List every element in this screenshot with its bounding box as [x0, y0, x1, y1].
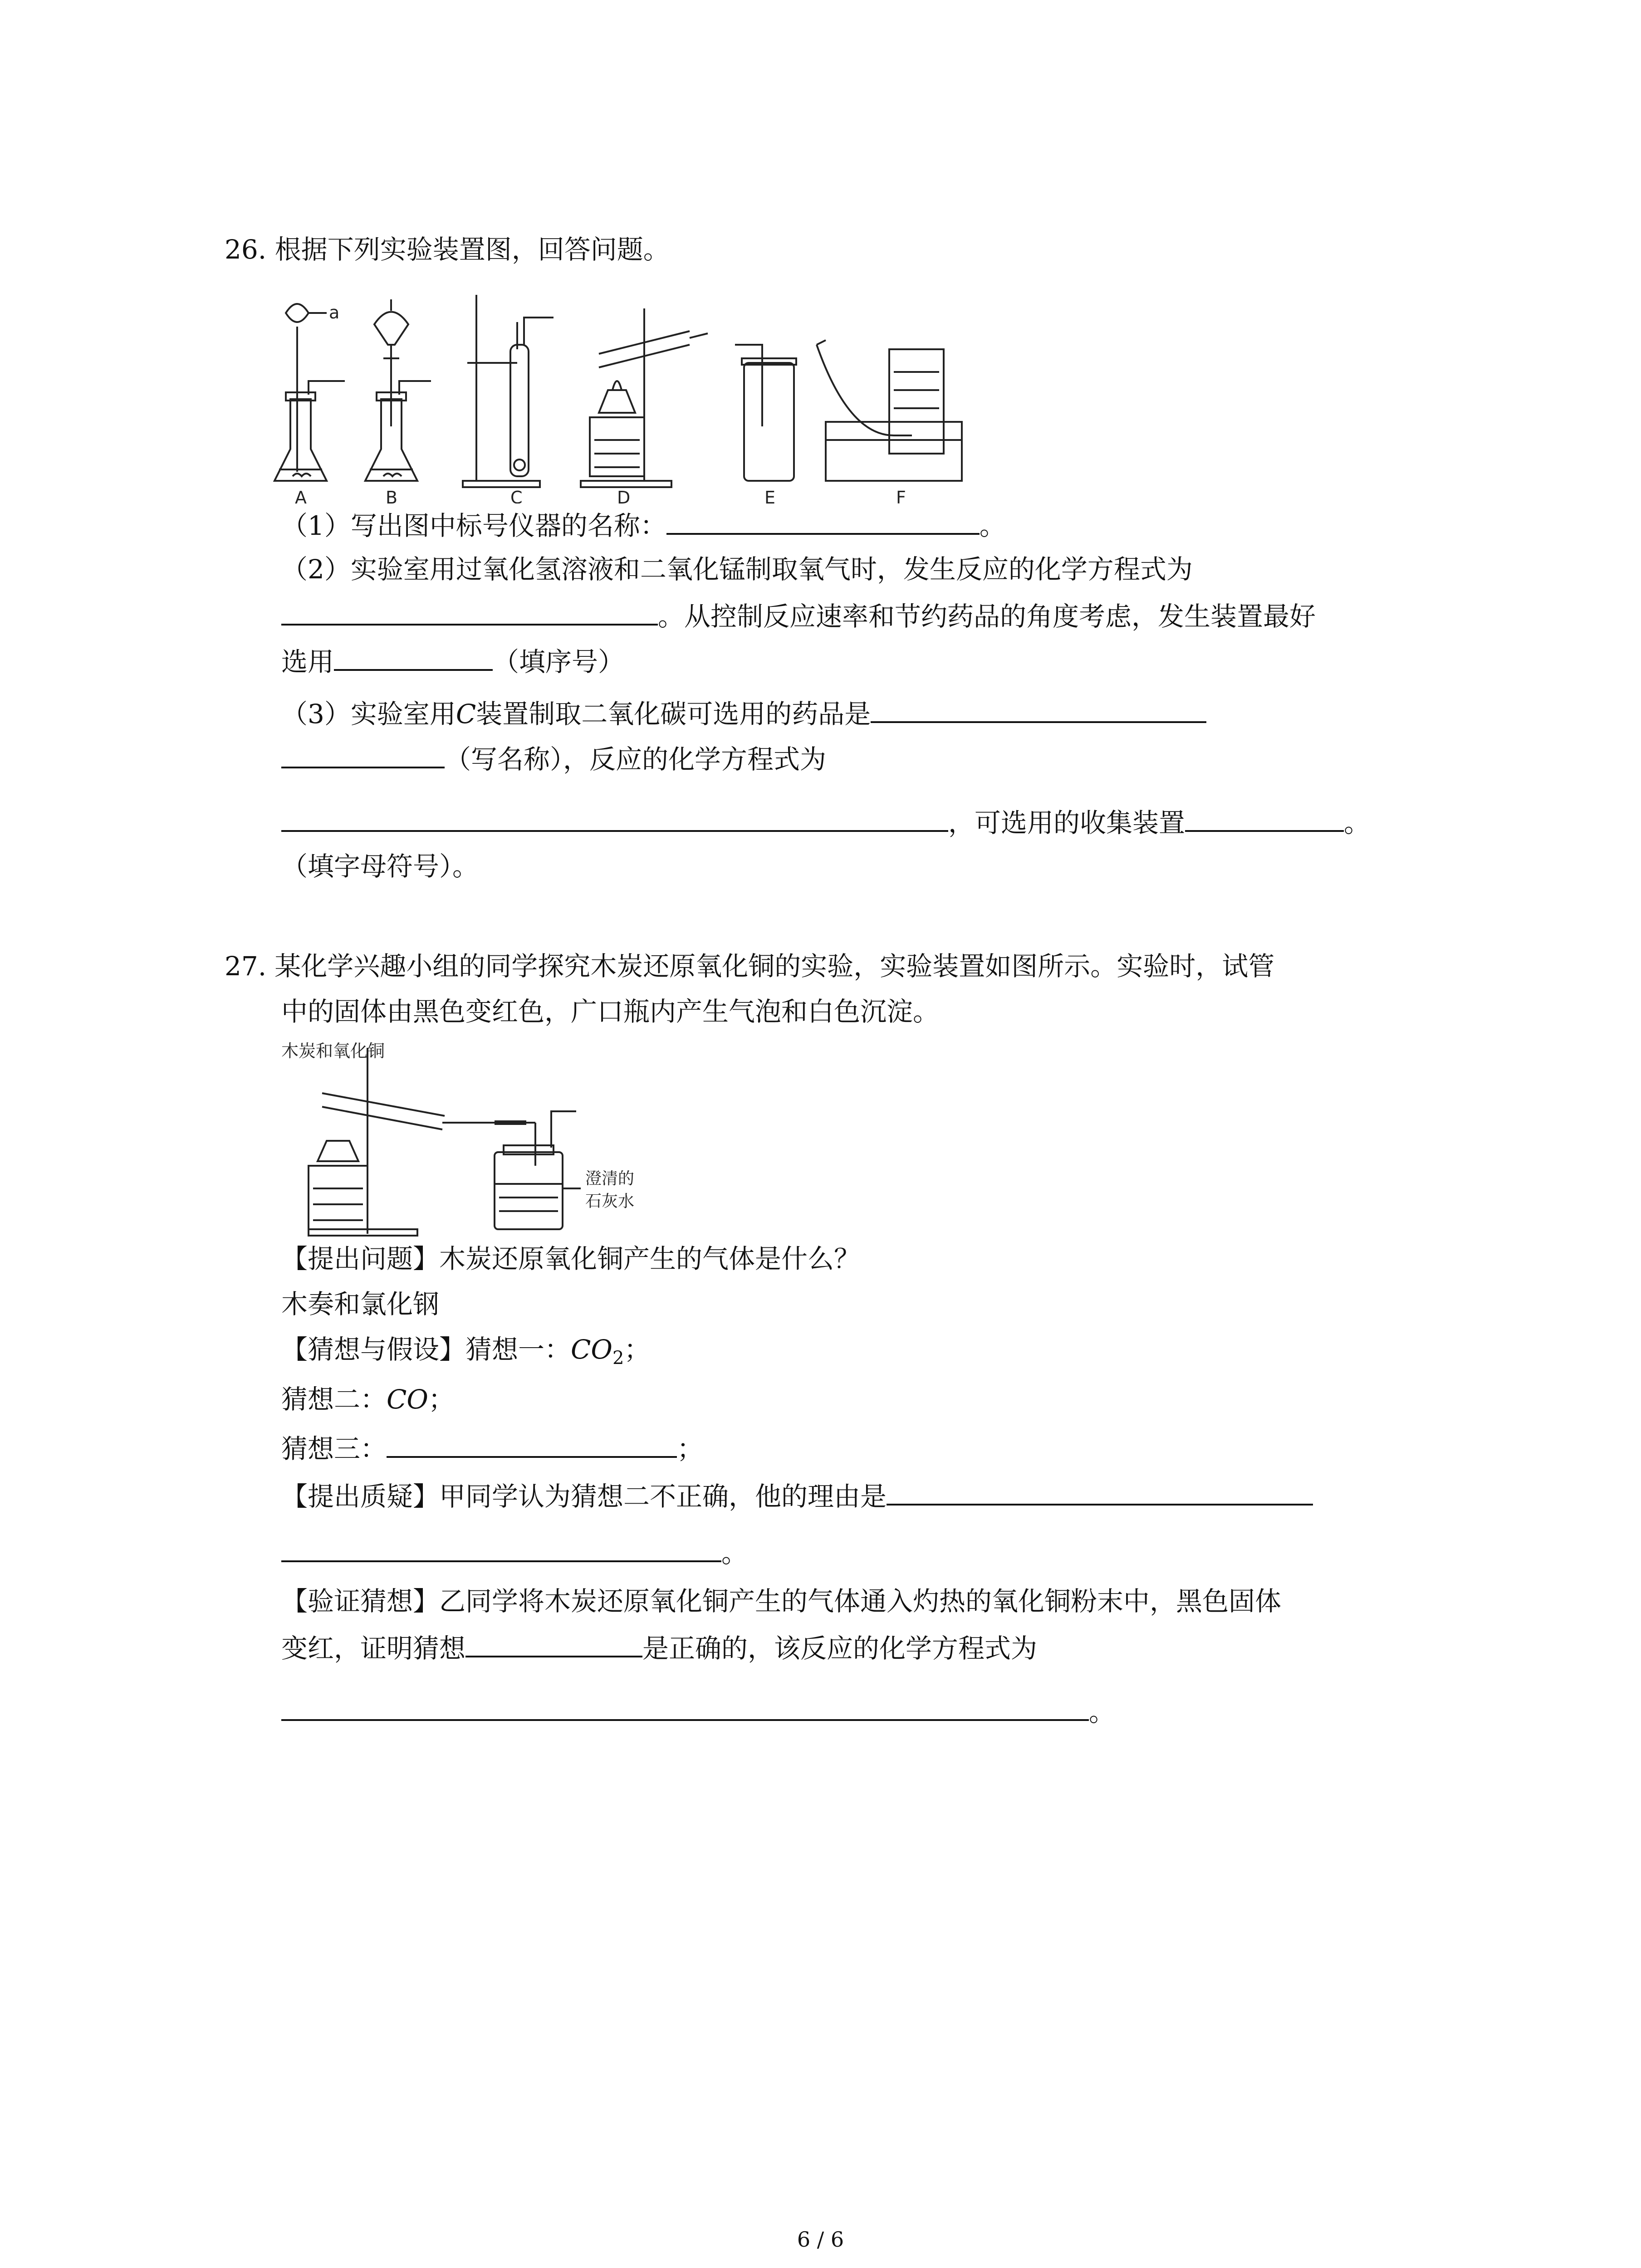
q27-h1-end: ； — [624, 1334, 651, 1365]
q27-doubt-blank-1[interactable] — [887, 1476, 1313, 1505]
q26-p3-name-hint: （写名称），反应的化学方程式为 — [445, 744, 827, 775]
q26-stem-line — [225, 231, 670, 268]
apparatus-d — [581, 308, 708, 487]
q26-p3-text-a: （3）实验室用 — [281, 699, 456, 729]
q27-h2-label: 猜想二： — [281, 1384, 387, 1415]
q26-stem: 根据下列实验装置图，回答问题。 — [274, 234, 670, 265]
apparatus-e — [735, 345, 796, 481]
q27-h3-end: ； — [677, 1433, 704, 1464]
q26-part2-line1: （2）实验室用过氧化氢溶液和二氧化锰制取氧气时，发生反应的化学方程式为 — [281, 554, 1193, 585]
apparatus-a — [274, 304, 345, 481]
q27-verify-equation-blank[interactable] — [281, 1692, 1089, 1721]
q26-label-e: E — [764, 488, 776, 503]
q26-p3-reagent-blank-2[interactable] — [281, 739, 445, 768]
q27-figure-label-top: 木炭和氧化铜 — [281, 1041, 385, 1061]
q26-p1-answer-blank[interactable] — [666, 506, 980, 535]
q27-verify-a: 变红，证明猜想 — [281, 1633, 466, 1664]
q26-figure-mark-a: a — [329, 303, 340, 323]
q27-figure-label-right-2: 石灰水 — [585, 1192, 635, 1211]
q27-doubt-blank-2[interactable] — [281, 1533, 721, 1562]
q27-hypothesis-label: 【猜想与假设】猜想一： — [281, 1334, 571, 1365]
q27-stem-1: 某化学兴趣小组的同学探究木炭还原氧化铜的实验，实验装置如图所示。实验时，试管 — [274, 951, 1275, 982]
q26-part3-line4: （填字母符号）。 — [281, 851, 479, 882]
q26-label-c: C — [510, 488, 523, 503]
q27-verify-hypothesis-blank[interactable] — [465, 1628, 642, 1657]
q27-h2-end: ； — [428, 1384, 455, 1415]
q27-doubt: 【提出质疑】甲同学认为猜想二不正确，他的理由是 — [281, 1481, 887, 1512]
q27-h3-blank[interactable] — [387, 1429, 677, 1458]
q27-hypothesis-2 — [281, 1381, 455, 1418]
q26-part3-line1 — [281, 694, 1206, 732]
q27-h3-label: 猜想三： — [281, 1433, 387, 1464]
q26-p3-text-b: 装置制取二氧化碳可选用的药品是 — [476, 699, 871, 729]
q27-h1-formula: CO — [571, 1334, 612, 1365]
q26-p3-end: 。 — [1344, 807, 1371, 838]
q26-p3-equation-blank[interactable] — [281, 803, 948, 832]
q26-p1-text: （1）写出图中标号仪器的名称： — [281, 510, 666, 541]
q27-ocr-repeat: 木奏和氯化钢 — [281, 1289, 440, 1320]
q27-stem-line2: 中的固体由黑色变红色，广口瓶内产生气泡和白色沉淀。 — [281, 996, 940, 1027]
q26-p2-mid: 。从控制反应速率和节约药品的角度考虑，发生装置最好 — [658, 601, 1316, 632]
q26-p3-collect: ，可选用的收集装置 — [948, 807, 1185, 838]
q26-label-d: D — [617, 488, 631, 503]
q27-hypothesis-1 — [281, 1331, 650, 1376]
q26-label-f: F — [896, 488, 906, 503]
apparatus-c — [463, 295, 554, 487]
q27-verify-end: 。 — [1089, 1696, 1116, 1727]
q27-h2-formula: CO — [387, 1384, 428, 1415]
q27-verify-b: 是正确的，该反应的化学方程式为 — [642, 1633, 1038, 1664]
q26-p3-collect-blank[interactable] — [1185, 803, 1344, 832]
q27-doubt-end: 。 — [721, 1538, 748, 1569]
q26-p1-end: 。 — [979, 510, 1006, 541]
q26-p2-select-end: （填序号） — [493, 646, 625, 677]
q27-verify-line2 — [281, 1628, 1037, 1667]
q26-p3-reagent-blank-1[interactable] — [871, 694, 1206, 723]
q27-hypothesis-3 — [281, 1429, 703, 1467]
q27-number: 27. — [225, 951, 267, 982]
q26-p2-select: 选用 — [281, 646, 334, 677]
q26-apparatus-figure — [272, 290, 1021, 503]
q26-label-a: A — [295, 488, 307, 503]
q26-number: 26. — [225, 234, 267, 265]
q27-ask-question: 【提出问题】木炭还原氧化铜产生的气体是什么？ — [281, 1243, 861, 1274]
q26-part3-line2 — [281, 739, 826, 777]
q27-doubt-line2 — [281, 1533, 748, 1571]
q27-stem-line1 — [225, 948, 1274, 984]
q27-verify-line1: 【验证猜想】乙同学将木炭还原氧化铜产生的气体通入灼热的氧化铜粉末中，黑色固体 — [281, 1586, 1282, 1617]
q26-part3-line3 — [281, 803, 1370, 841]
q27-figure-label-right-1: 澄清的 — [585, 1169, 635, 1188]
q27-verify-line3 — [281, 1692, 1115, 1730]
q26-p3-var: C — [456, 699, 476, 729]
q26-p2-equation-blank[interactable] — [281, 596, 658, 626]
apparatus-f — [817, 340, 962, 481]
q26-label-b: B — [386, 488, 398, 503]
q27-apparatus-figure — [281, 1039, 653, 1238]
apparatus-b — [365, 299, 431, 481]
q26-part2-line2 — [281, 596, 1316, 635]
q26-p2-device-blank[interactable] — [334, 642, 493, 671]
q27-doubt-line1 — [281, 1476, 1313, 1515]
page-number: 6 / 6 — [797, 2227, 844, 2252]
q26-part2-line3 — [281, 642, 624, 680]
q27-h1-sub: 2 — [612, 1348, 624, 1369]
q26-part1 — [281, 506, 1006, 544]
